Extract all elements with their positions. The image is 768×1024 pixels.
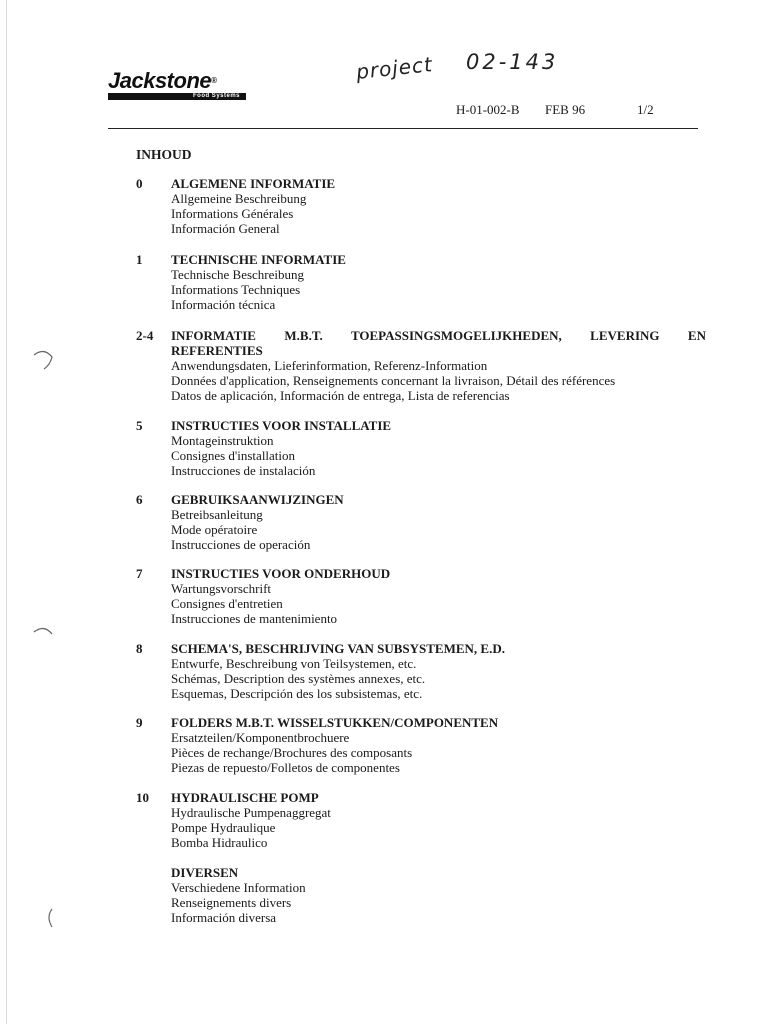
entry-line-de: Ersatzteilen/Komponentbrochuere <box>171 730 350 745</box>
entry-number: 5 <box>136 418 143 433</box>
scan-artifact-hole-mark <box>30 620 60 650</box>
entry-line-fr: Pompe Hydraulique <box>171 820 276 835</box>
entry-heading: GEBRUIKSAANWIJZINGEN <box>171 492 344 507</box>
entry-line-de: Anwendungsdaten, Lieferinformation, Referenz-Information <box>171 358 488 373</box>
entry-line-fr: Données d'application, Renseignements concernant la livraison, Détail des références <box>171 373 616 388</box>
entry-line-es: Información técnica <box>171 297 276 312</box>
entry-line-de: Technische Beschreibung <box>171 267 305 282</box>
entry-line-es: Información General <box>171 221 280 236</box>
entry-line-es: Datos de aplicación, Información de entrega, Lista de referencias <box>171 388 510 403</box>
entry-line-es: Instrucciones de instalación <box>171 463 316 478</box>
header-divider <box>108 128 698 129</box>
entry-line-fr: Renseignements divers <box>171 895 292 910</box>
entry-line-de: Entwurfe, Beschreibung von Teilsystemen, etc. <box>171 656 417 671</box>
entry-line-es: Instrucciones de operación <box>171 537 311 552</box>
entry-heading: SCHEMA'S, BESCHRIJVING VAN SUBSYSTEMEN, E.D. <box>171 641 505 656</box>
company-logo <box>108 70 258 100</box>
entry-heading: ALGEMENE INFORMATIE <box>171 176 336 191</box>
entry-line-es: Información diversa <box>171 910 277 925</box>
entry-number: 9 <box>136 715 143 730</box>
entry-number: 1 <box>136 252 143 267</box>
page-number: 1/2 <box>637 102 654 117</box>
logo-registered-mark: ® <box>211 76 217 85</box>
entry-line-fr: Schémas, Description des systèmes annexes, etc. <box>171 671 426 686</box>
entry-line-es: Bomba Hidraulico <box>171 835 268 850</box>
entry-number: 2-4 <box>136 328 154 343</box>
entry-line-de: Hydraulische Pumpenaggregat <box>171 805 331 820</box>
entry-line-es: Esquemas, Descripción des los subsistemas, etc. <box>171 686 423 701</box>
entry-heading: INSTRUCTIES VOOR INSTALLATIE <box>171 418 392 433</box>
entry-line-fr: Informations Techniques <box>171 282 301 297</box>
entry-number: 8 <box>136 641 143 656</box>
scan-artifact-hole-mark <box>30 345 60 375</box>
entry-number: 0 <box>136 176 143 191</box>
entry-line-fr: Pièces de rechange/Brochures des composants <box>171 745 413 760</box>
entry-heading: INFORMATIE M.B.T. TOEPASSINGSMOGELIJKHEDEN, LEVERING EN <box>171 328 706 343</box>
entry-number: 10 <box>136 790 149 805</box>
document-date: FEB 96 <box>545 102 586 117</box>
toc-title: INHOUD <box>136 147 192 162</box>
handwritten-project-number: 02-143 <box>466 50 559 74</box>
entry-line-de: Betreibsanleitung <box>171 507 263 522</box>
entry-heading: FOLDERS M.B.T. WISSELSTUKKEN/COMPONENTEN <box>171 715 499 730</box>
entry-line-fr: Mode opératoire <box>171 522 258 537</box>
entry-number: 6 <box>136 492 143 507</box>
entry-heading: TECHNISCHE INFORMATIE <box>171 252 346 267</box>
entry-heading: HYDRAULISCHE POMP <box>171 790 319 805</box>
entry-line-es: Instrucciones de mantenimiento <box>171 611 338 626</box>
entry-heading: DIVERSEN <box>171 865 239 880</box>
entry-number: 7 <box>136 566 143 581</box>
document-code: H-01-002-B <box>456 102 520 117</box>
entry-heading-continued: REFERENTIES <box>171 343 263 358</box>
entry-line-de: Allgemeine Beschreibung <box>171 191 307 206</box>
entry-line-es: Piezas de repuesto/Folletos de componentes <box>171 760 400 775</box>
entry-line-de: Montageinstruktion <box>171 433 274 448</box>
entry-line-fr: Consignes d'entretien <box>171 596 283 611</box>
logo-name: Jackstone <box>108 68 212 93</box>
logo-bar <box>108 93 246 100</box>
entry-line-de: Wartungsvorschrift <box>171 581 272 596</box>
entry-line-fr: Informations Générales <box>171 206 294 221</box>
entry-line-fr: Consignes d'installation <box>171 448 296 463</box>
entry-line-de: Verschiedene Information <box>171 880 306 895</box>
scan-artifact-mark <box>42 905 62 931</box>
handwritten-project-note: project <box>354 52 434 84</box>
scan-edge-line <box>6 0 7 1024</box>
logo-subtitle: Food Systems <box>192 93 240 99</box>
entry-heading: INSTRUCTIES VOOR ONDERHOUD <box>171 566 391 581</box>
